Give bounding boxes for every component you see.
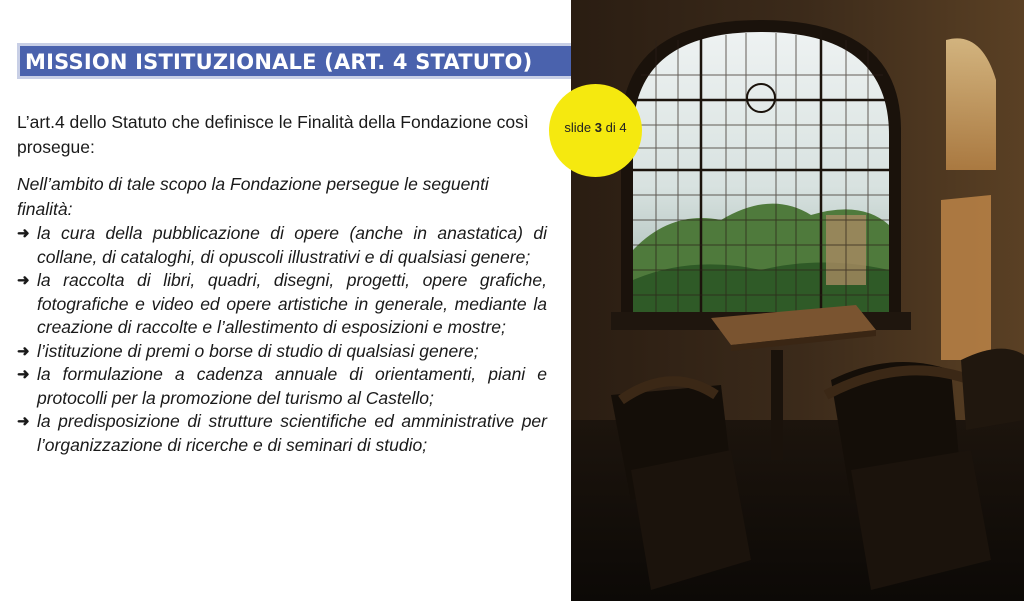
list-item: [17, 269, 547, 340]
slide-counter-badge: [549, 84, 642, 177]
list-item: [17, 340, 547, 364]
list-item-text: la predisposizione di strutture scientifiche ed amministrative per l’organizzazione di ricerche e di seminari di studio;: [37, 411, 547, 455]
list-item-text: la formulazione a cadenza annuale di orientamenti, piani e protocolli per la promozione del turismo al Castello;: [37, 364, 547, 408]
slide-counter-text: [549, 120, 642, 135]
list-item-text: l’istituzione di premi o borse di studio di qualsiasi genere;: [37, 340, 479, 361]
lead-paragraph: Nell’ambito di tale scopo la Fondazione persegue le seguenti finalità:: [17, 174, 489, 219]
list-item-text: la cura della pubblicazione di opere (anche in anastatica) di collane, di cataloghi, di opuscoli illustrativi e di qualsiasi genere;: [37, 223, 547, 267]
slide-current-number: 3: [594, 120, 602, 135]
arrow-right-icon: ➜: [17, 366, 30, 383]
arrow-right-icon: ➜: [17, 413, 30, 430]
slide-suffix: di 4: [602, 120, 627, 135]
castle-window-illustration: [571, 0, 1024, 601]
slide-prefix: slide: [564, 120, 595, 135]
list-item: [17, 410, 547, 457]
castle-window-photo: [571, 0, 1024, 601]
list-item-text: la raccolta di libri, quadri, disegni, progetti, opere grafiche, fotografiche e video ed opere artistiche in generale, mediante la creazione di raccolte e l’allestimento di esposizioni e mostre;: [37, 270, 547, 337]
title-bar: [17, 43, 608, 79]
list-item: [17, 363, 547, 410]
list-item: [17, 222, 547, 269]
arrow-right-icon: ➜: [17, 342, 30, 360]
arrow-right-icon: ➜: [17, 272, 30, 289]
page-title: MISSION ISTITUZIONALE (ART. 4 STATUTO): [25, 50, 533, 74]
arrow-right-icon: ➜: [17, 225, 30, 242]
finalita-list: [17, 222, 547, 457]
intro-paragraph: L’art.4 dello Statuto che definisce le Finalità della Fondazione così prosegue:: [17, 112, 529, 157]
